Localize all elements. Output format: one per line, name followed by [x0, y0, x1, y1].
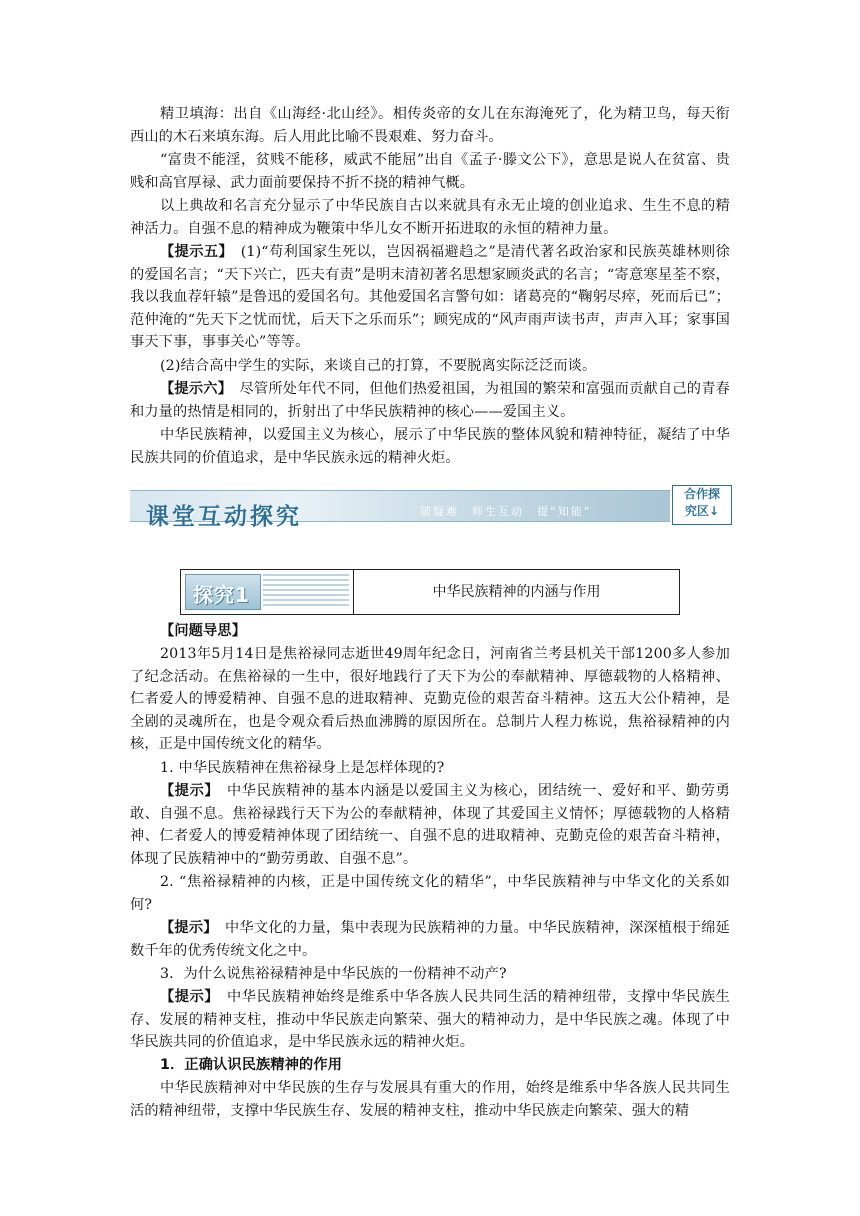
- section-1-paragraph: [130, 1077, 730, 1122]
- answer-3: [130, 986, 730, 1054]
- banner-tag-line1: 合作探: [683, 487, 720, 501]
- paragraph-text: 2013年5月14日是焦裕禄同志逝世49周年纪念日，河南省兰考县机关干部1200多人参加了纪念活动。在焦裕禄的一生中，很好地践行了天下为公的奉献精神、厚德载物的人格精神、仁者爱人的博爱精神、自强不息的进取精神、克勤克俭的艰苦奋斗精神。这五大公仆精神，是全剧的灵魂所在，也是令观众看后热血沸腾的原因所在。总制片人程力栋说，焦裕禄精神的内核，正是中国传统文化的精华。: [130, 646, 730, 753]
- explore-decoration: [263, 574, 349, 608]
- banner-tag-line2: 究区↓: [684, 504, 720, 518]
- hint-label: 【提示】: [160, 989, 213, 1005]
- question-3: [130, 963, 730, 986]
- hint-six: [130, 378, 730, 423]
- question-text: 1. 中华民族精神在焦裕禄身上是怎样体现的?: [160, 760, 445, 776]
- question-2: [130, 871, 730, 916]
- paragraph-summary: [130, 195, 730, 240]
- hint-label: 【提示】: [160, 783, 213, 799]
- guide-heading: [160, 620, 730, 643]
- explore-badge-label: 探究1: [193, 583, 250, 607]
- paragraph-mencius: [130, 149, 730, 194]
- question-text: 2. “焦裕禄精神的内核，正是中国传统文化的精华”，中华民族精神与中华文化的关系如何?: [130, 874, 730, 913]
- paragraph-text: 精卫填海：出自《山海经·北山经》。相传炎帝的女儿在东海淹死了，化为精卫鸟，每天衔西山的木石来填东海。后人用此比喻不畏艰难、努力奋斗。: [130, 106, 730, 145]
- paragraph-text: “富贵不能淫，贫贱不能移，威武不能屈”出自《孟子·滕文公下》，意思是说人在贫富、贵贱和高官厚禄、武力面前要保持不折不挠的精神气概。: [130, 152, 730, 191]
- section-banner: [130, 485, 732, 530]
- banner-title: 课堂互动探究: [146, 503, 302, 530]
- answer-2: [130, 917, 730, 962]
- section-title: 1．正确认识民族精神的作用: [160, 1057, 343, 1073]
- hint-label: 【提示六】: [160, 381, 226, 397]
- banner-subtitle: 破疑难 师生互动 提“知能”: [420, 505, 592, 518]
- hint-text: 中华民族精神始终是维系中华各族人民共同生活的精神纽带，支撑中华民族生存、发展的精神支柱，推动中华民族走向繁荣、强大的精神动力，是中华民族之魂。体现了中华民族共同的价值追求，是中华民族永远的精神火炬。: [130, 989, 730, 1051]
- answer-1: [130, 780, 730, 870]
- hint-text: (1)“苟利国家生死以，岂因祸福避趋之”是清代著名政治家和民族英雄林则徐的爱国名言；“天下兴亡，匹夫有责”是明末清初著名思想家顾炎武的名言；“寄意寒星荃不察，我以我血荐轩辕”是鲁迅的爱国名句。其他爱国名言警句如：诸葛亮的“鞠躬尽瘁，死而后已”；范仲淹的“先天下之忧而忧，后天下之乐而乐”；顾宪成的“风声雨声读书声，声声入耳；家事国事天下事，事事关心”等等。: [130, 244, 731, 351]
- paragraph-jingwei: [130, 103, 730, 148]
- question-text: 3．为什么说焦裕禄精神是中华民族的一份精神不动产?: [160, 966, 507, 982]
- question-1: [130, 757, 730, 780]
- hint-text: 中华民族精神的基本内涵是以爱国主义为核心，团结统一、爱好和平、勤劳勇敢、自强不息。焦裕禄践行天下为公的奉献精神，体现了其爱国主义情怀；厚德载物的人格精神、仁者爱人的博爱精神体现了团结统一、自强不息的进取精神、克勤克俭的艰苦奋斗精神，体现了民族精神中的“勤劳勇敢、自强不息”。: [130, 783, 730, 867]
- paragraph-text: 中华民族精神对中华民族的生存与发展具有重大的作用，始终是维系中华各族人民共同生活的精神纽带，支撑中华民族生存、发展的精神支柱，推动中华民族走向繁荣、强大的精: [130, 1080, 730, 1119]
- hint-text: 尽管所处年代不同，但他们热爱祖国，为祖国的繁荣和富强而贡献自己的青春和力量的热情是相同的，折射出了中华民族精神的核心——爱国主义。: [130, 381, 730, 420]
- guide-label: 【问题导思】: [160, 623, 247, 639]
- hint-text: 中华文化的力量，集中表现为民族精神的力量。中华民族精神，深深植根于绵延数千年的优秀传统文化之中。: [130, 920, 730, 959]
- hint-label: 【提示】: [160, 920, 211, 936]
- guide-paragraph: [130, 643, 730, 756]
- paragraph-text: 中华民族精神，以爱国主义为核心，展示了中华民族的整体风貌和精神特征，凝结了中华民族共同的价值追求，是中华民族永远的精神火炬。: [130, 427, 730, 466]
- paragraph-text: 以上典故和名言充分显示了中华民族自古以来就具有永无止境的创业追求、生生不息的精神活力。自强不息的精神成为鞭策中华儿女不断开拓进取的永恒的精神力量。: [130, 198, 730, 237]
- explore-header: [180, 569, 680, 615]
- banner-bar: [130, 490, 670, 530]
- paragraph-text: (2)结合高中学生的实际，来谈自己的打算，不要脱离实际泛泛而谈。: [160, 358, 597, 374]
- banner-tag: [672, 485, 732, 525]
- section-1-heading: [130, 1054, 730, 1077]
- explore-title: 中华民族精神的内涵与作用: [432, 584, 601, 600]
- hint-five: [130, 241, 730, 354]
- hint-label: 【提示五】: [160, 244, 227, 260]
- paragraph-core: [130, 424, 730, 469]
- hint-five-part2: [130, 355, 730, 378]
- explore-badge: [185, 574, 261, 610]
